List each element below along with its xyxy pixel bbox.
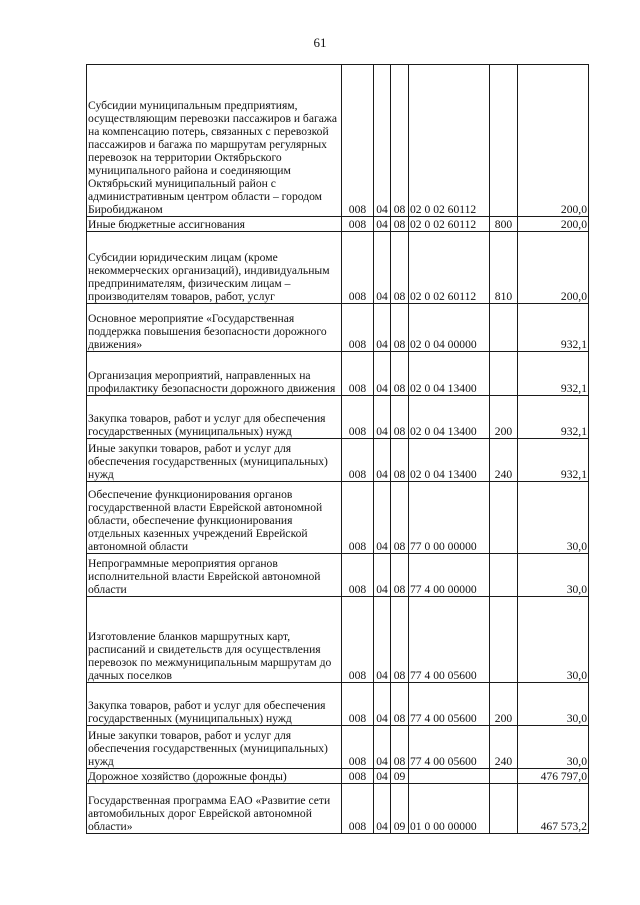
section-code: 04 [374,352,391,396]
table-row [87,439,589,482]
expense-type-code: 240 [490,439,518,482]
expense-type-code [490,784,518,834]
target-article-code: 02 0 04 13400 [409,396,490,439]
table-row [87,65,589,217]
subsection-code: 08 [391,482,409,554]
target-article-code: 77 0 00 00000 [409,482,490,554]
table-row [87,769,589,784]
section-code: 04 [374,439,391,482]
table-body [87,65,589,834]
target-article-code: 02 0 02 60112 [409,217,490,232]
ministry-code: 008 [342,769,374,784]
ministry-code: 008 [342,597,374,683]
subsection-code: 08 [391,304,409,352]
row-name: Дорожное хозяйство (дорожные фонды) [87,769,342,784]
row-name: Непрограммные мероприятия органов исполнительной власти Еврейской автономной области [87,554,342,597]
row-name: Иные закупки товаров, работ и услуг для обеспечения государственных (муниципальных) нужд [87,726,342,769]
page-number: 61 [313,35,327,50]
subsection-code: 08 [391,352,409,396]
table-row [87,784,589,834]
subsection-code: 08 [391,65,409,217]
subsection-code: 08 [391,554,409,597]
amount: 932,1 [518,352,589,396]
section-code: 04 [374,217,391,232]
row-name: Субсидии юридическим лицам (кроме некоммерческих организаций), индивидуальным предпринимателям, физическим лицам – производителям товаров, работ, услуг [87,232,342,304]
amount: 30,0 [518,683,589,726]
subsection-code: 08 [391,439,409,482]
amount: 476 797,0 [518,769,589,784]
amount: 30,0 [518,554,589,597]
table-row [87,304,589,352]
ministry-code: 008 [342,439,374,482]
target-article-code: 02 0 04 13400 [409,439,490,482]
row-name: Иные закупки товаров, работ и услуг для обеспечения государственных (муниципальных) нужд [87,439,342,482]
subsection-code: 08 [391,597,409,683]
section-code: 04 [374,683,391,726]
budget-table [86,64,589,834]
section-code: 04 [374,784,391,834]
table-row [87,482,589,554]
target-article-code: 77 4 00 00000 [409,554,490,597]
amount: 200,0 [518,65,589,217]
row-name: Закупка товаров, работ и услуг для обеспечения государственных (муниципальных) нужд [87,396,342,439]
row-name: Обеспечение функционирования органов государственной власти Еврейской автономной области, обеспечение функционирования отдельных казенных учреждений Еврейской автономной области [87,482,342,554]
section-code: 04 [374,726,391,769]
table-row [87,683,589,726]
amount: 932,1 [518,396,589,439]
expense-type-code: 800 [490,217,518,232]
row-name: Закупка товаров, работ и услуг для обеспечения государственных (муниципальных) нужд [87,683,342,726]
amount: 200,0 [518,217,589,232]
section-code: 04 [374,554,391,597]
expense-type-code [490,597,518,683]
section-code: 04 [374,482,391,554]
target-article-code: 77 4 00 05600 [409,726,490,769]
ministry-code: 008 [342,726,374,769]
row-name: Организация мероприятий, направленных на профилактику безопасности дорожного движения [87,352,342,396]
expense-type-code [490,352,518,396]
amount: 932,1 [518,304,589,352]
expense-type-code [490,304,518,352]
ministry-code: 008 [342,232,374,304]
expense-type-code [490,65,518,217]
amount: 30,0 [518,482,589,554]
ministry-code: 008 [342,65,374,217]
table-row [87,396,589,439]
expense-type-code: 240 [490,726,518,769]
section-code: 04 [374,597,391,683]
amount: 467 573,2 [518,784,589,834]
amount: 932,1 [518,439,589,482]
target-article-code: 02 0 02 60112 [409,232,490,304]
amount: 30,0 [518,726,589,769]
amount: 200,0 [518,232,589,304]
subsection-code: 09 [391,784,409,834]
target-article-code: 77 4 00 05600 [409,597,490,683]
target-article-code: 01 0 00 00000 [409,784,490,834]
ministry-code: 008 [342,482,374,554]
row-name: Субсидии муниципальным предприятиям, осуществляющим перевозки пассажиров и багажа на компенсацию потерь, связанных с перевозкой пассажиров и багажа по маршрутам регулярных перевозок на территории Октябрьского муниципального района и соединяющим Октябрьский муниципальный район с административным центром области – городом Биробиджаном [87,65,342,217]
section-code: 04 [374,65,391,217]
target-article-code: 02 0 04 13400 [409,352,490,396]
ministry-code: 008 [342,683,374,726]
expense-type-code [490,554,518,597]
ministry-code: 008 [342,217,374,232]
subsection-code: 09 [391,769,409,784]
table-row [87,726,589,769]
section-code: 04 [374,232,391,304]
table-row [87,554,589,597]
ministry-code: 008 [342,396,374,439]
expense-type-code [490,769,518,784]
subsection-code: 08 [391,396,409,439]
table-row [87,597,589,683]
expense-type-code: 200 [490,396,518,439]
section-code: 04 [374,396,391,439]
target-article-code: 77 4 00 05600 [409,683,490,726]
ministry-code: 008 [342,554,374,597]
ministry-code: 008 [342,352,374,396]
expense-type-code: 200 [490,683,518,726]
section-code: 04 [374,304,391,352]
table-row [87,352,589,396]
subsection-code: 08 [391,726,409,769]
section-code: 04 [374,769,391,784]
table-row [87,232,589,304]
target-article-code: 02 0 02 60112 [409,65,490,217]
table-row [87,217,589,232]
ministry-code: 008 [342,304,374,352]
target-article-code: 02 0 04 00000 [409,304,490,352]
expense-type-code: 810 [490,232,518,304]
expense-type-code [490,482,518,554]
row-name: Основное мероприятие «Государственная поддержка повышения безопасности дорожного движения» [87,304,342,352]
row-name: Государственная программа ЕАО «Развитие сети автомобильных дорог Еврейской автономной области» [87,784,342,834]
subsection-code: 08 [391,217,409,232]
ministry-code: 008 [342,784,374,834]
target-article-code [409,769,490,784]
row-name: Иные бюджетные ассигнования [87,217,342,232]
amount: 30,0 [518,597,589,683]
subsection-code: 08 [391,232,409,304]
row-name: Изготовление бланков маршрутных карт, расписаний и свидетельств для осуществления перевозок по межмуниципальным маршрутам до дачных поселков [87,597,342,683]
subsection-code: 08 [391,683,409,726]
